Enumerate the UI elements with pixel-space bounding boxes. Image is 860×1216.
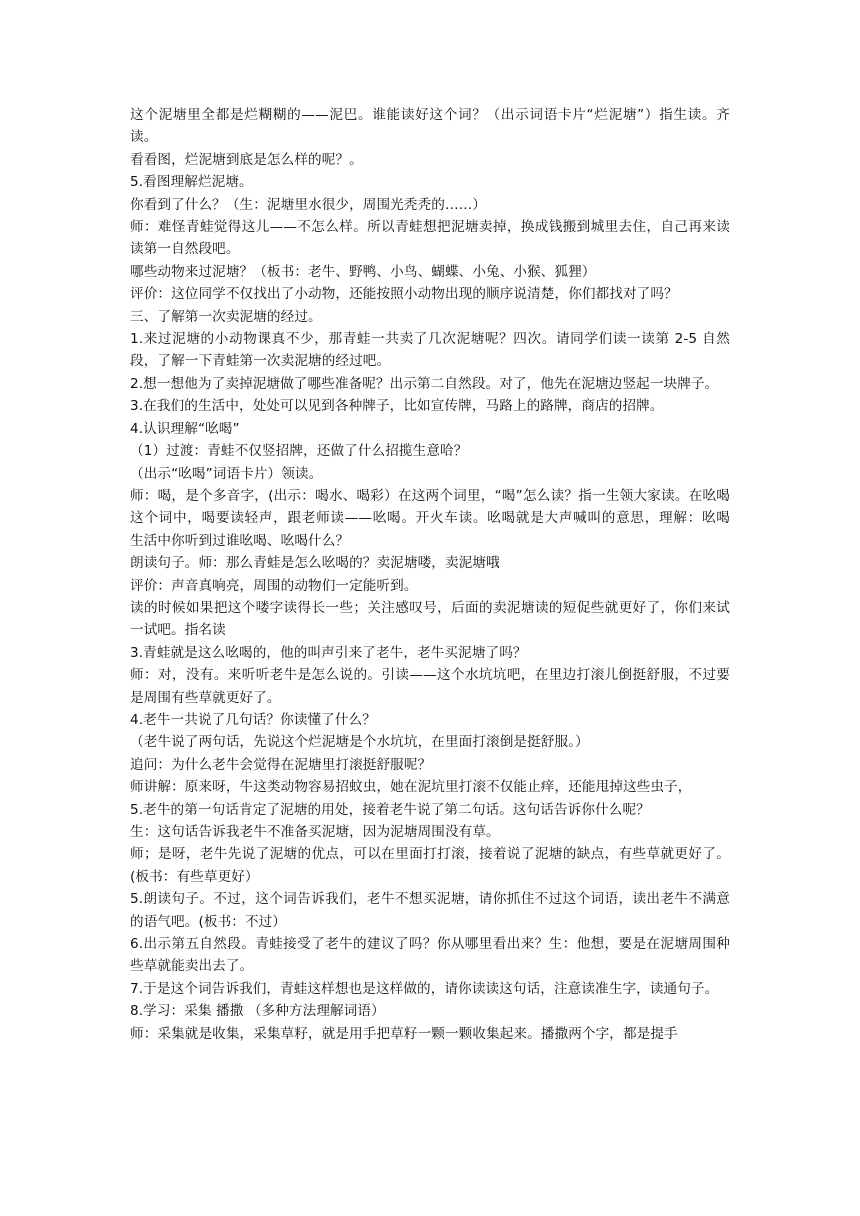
paragraph: 5.朗读句子。不过，这个词告诉我们，老牛不想买泥塘，请你抓住不过这个词语，读出老牛不满意的语气吧。(板书：不过） [130, 891, 730, 930]
paragraph: 朗读句子。师：那么青蛙是怎么吆喝的？卖泥塘喽，卖泥塘哦 [130, 555, 500, 572]
document-body [130, 104, 744, 1045]
paragraph: 4.老牛一共说了几句话？你读懂了什么？ [130, 711, 376, 728]
paragraph: 7.于是这个词告诉我们，青蛙这样想也是这样做的，请你读读这句话，注意读准生字，读通句子。 [130, 980, 719, 997]
paragraph: 师：对，没有。来听听老牛是怎么说的。引读——这个水坑坑吧，在里边打滚儿倒挺舒服，不过要是周围有些草就更好了。 [130, 667, 730, 706]
paragraph: 师：采集就是收集，采集草籽，就是用手把草籽一颗一颗收集起来。播撒两个字，都是提手 [130, 1025, 678, 1042]
paragraph: 哪些动物来过泥塘？（板书：老牛、野鸭、小鸟、蝴蝶、小兔、小猴、狐狸） [130, 263, 596, 280]
paragraph: （出示“吆喝”词语卡片）领读。 [130, 465, 323, 482]
paragraph: 师：喝，是个多音字，(出示：喝水、喝彩）在这两个词里，“喝”怎么读？指一生领大家读。在吆喝这个词中，喝要读轻声，跟老师读——吆喝。开火车读。吆喝就是大声喊叫的意思，理解：吆喝 生活中你听到过谁吆喝、吆喝什么？ [130, 487, 744, 549]
paragraph: 6.出示第五自然段。青蛙接受了老牛的建议了吗？你从哪里看出来？生：他想，要是在泥塘周围种些草就能卖出去了。 [130, 936, 730, 975]
paragraph: 师讲解：原来呀，牛这类动物容易招蚊虫，她在泥坑里打滚不仅能止痒，还能甩掉这些虫子， [130, 779, 692, 796]
paragraph: 追问：为什么老牛会觉得在泥塘里打滚挺舒服呢？ [130, 756, 432, 773]
paragraph: 2.想一想他为了卖掉泥塘做了哪些准备呢？出示第二自然段。对了，他先在泥塘边竖起一块牌子。 [130, 375, 719, 392]
paragraph: 师：难怪青蛙觉得这儿——不怎么样。所以青蛙想把泥塘卖掉，换成钱搬到城里去住，自己再来读读第一自然段吧。 [130, 219, 730, 258]
paragraph: 评价：声音真响亮，周围的动物们一定能听到。 [130, 577, 418, 594]
paragraph: 4.认识理解“吆喝” [130, 420, 240, 437]
paragraph: 3.青蛙就是这么吆喝的，他的叫声引来了老牛，老牛买泥塘了吗？ [130, 644, 527, 661]
paragraph: 看看图，烂泥塘到底是怎么样的呢？。 [130, 151, 363, 168]
paragraph: 评价：这位同学不仅找出了小动物，还能按照小动物出现的顺序说清楚，你们都找对了吗？ [130, 286, 678, 303]
paragraph: （老牛说了两句话，先说这个烂泥塘是个水坑坑，在里面打滚倒是挺舒服。） [130, 734, 589, 751]
paragraph: 生：这句话告诉我老牛不准备买泥塘，因为泥塘周围没有草。 [130, 824, 500, 840]
paragraph: 你看到了什么？（生：泥塘里水很少，周围光秃秃的……） [130, 196, 487, 213]
paragraph: 师；是呀，老牛先说了泥塘的优点，可以在里面打打滚，接着说了泥塘的缺点，有些草就更好了。(板书：有些草更好） [130, 846, 730, 885]
paragraph: 这个泥塘里全都是烂糊糊的——泥巴。谁能读好这个词？（出示词语卡片“烂泥塘”）指生读。齐读。 [130, 107, 730, 146]
paragraph: 1.来过泥塘的小动物课真不少，那青蛙一共卖了几次泥塘呢？四次。请同学们读一读第 2-5 自然段，了解一下青蛙第一次卖泥塘的经过吧。 [130, 331, 730, 370]
paragraph: 5.看图理解烂泥塘。 [130, 174, 253, 191]
paragraph: 8.学习：采集 播撒 （多种方法理解词语） [130, 1003, 385, 1020]
paragraph: 读的时候如果把这个喽字读得长一些；关注感叹号，后面的卖泥塘读的短促些就更好了，你们来试一试吧。指名读 [130, 599, 730, 639]
paragraph: 3.在我们的生活中，处处可以见到各种牌子，比如宣传牌，马路上的路牌，商店的招牌。 [130, 398, 664, 415]
paragraph: （1）过渡：青蛙不仅竖招牌，还做了什么招揽生意哈？ [130, 443, 468, 460]
paragraph: 5.老牛的第一句话肯定了泥塘的用处，接着老牛说了第二句话。这句话告诉你什么呢？ [130, 801, 650, 818]
section-heading: 三、了解第一次卖泥塘的经过。 [130, 308, 322, 325]
